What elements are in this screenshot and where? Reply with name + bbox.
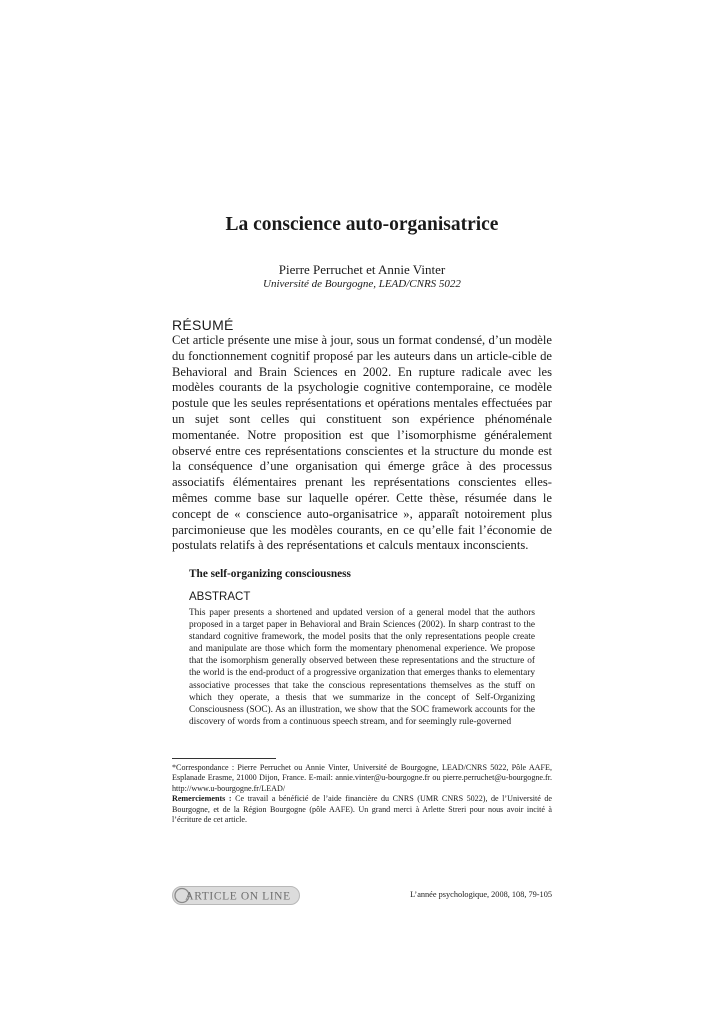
article-title: La conscience auto-organisatrice bbox=[225, 214, 499, 235]
acknowledgements-footnote bbox=[172, 794, 552, 825]
resume-body: Cet article présente une mise à jour, sous un format condensé, d’un modèle du fonctionnement cognitif proposé par les auteurs dans un article-cible de Behavioral and Brain Sciences en 2002. En rupture radicale avec les modèles courants de la psychologie cognitive contemporaine, ce modèle postule que les seules représentations et opérations mentales effectuées par un sujet sont celles qui constituent son expérience phénoménale momentanée. Notre proposition est que l’isomorphisme généralement observé entre ces représentations conscientes et la structure du monde est la conséquence d’une organisation qui émerge grâce à des processus associatifs élémentaires prenant les représentations conscientes elles-mêmes comme base sur laquelle opérer. Cette thèse, résumée dans le concept de « conscience auto-organisatrice », apparaît notoirement plus parcimonieuse que les modèles courants, en ce qu’elle fait l’économie de postulats relatifs à des représentations et calculs mentaux inconscients. bbox=[172, 333, 552, 553]
author-affiliation: Université de Bourgogne, LEAD/CNRS 5022 bbox=[263, 278, 461, 290]
acknowledgements-text: Ce travail a bénéficié de l’aide financière du CNRS (UMR CNRS 5022), de l’Université de Bourgogne, et de la Région Bourgogne (pôle AAFE). Un grand merci à Arlette Streri pour nous avoir incité à l’écriture de cet article. bbox=[172, 794, 552, 825]
abstract-heading: ABSTRACT bbox=[189, 591, 251, 603]
acknowledgements-label: Remerciements : bbox=[172, 794, 232, 804]
english-title: The self-organizing consciousness bbox=[189, 568, 351, 580]
footnote-divider bbox=[172, 758, 276, 759]
article-authors: Pierre Perruchet et Annie Vinter bbox=[278, 262, 446, 277]
abstract-body: This paper presents a shortened and updated version of a general model that the authors proposed in a target paper in Behavioral and Brain Sciences (2002). In sharp contrast to the standard cognitive framework, the model posits that the only representations people create and manipulate are those which form the momentary phenomenal experience. We propose that the isomorphism generally observed between these representations and the structure of the world is the end-product of a progressive organization that emerges thanks to elementary associative processes that take the conscious representations themselves as the stuff on which they operate, a thesis that we summarize in the concept of Self-Organizing Consciousness (SOC). As an illustration, we show that the SOC framework accounts for the discovery of words from a continuous speech stream, and for seemingly rule-governed bbox=[189, 608, 535, 727]
correspondence-footnote: *Correspondance : Pierre Perruchet ou Annie Vinter, Université de Bourgogne, LEAD/CNRS 5022, Pôle AAFE, Esplanade Erasme, 21000 Dijon, France. E-mail: annie.vinter@u-bourgogne.fr ou pierre.perruchet@u-bourgogne.fr. http://www.u-bourgogne.fr/LEAD/ bbox=[172, 763, 552, 793]
resume-heading: RÉSUMÉ bbox=[172, 317, 234, 333]
footnotes bbox=[172, 763, 552, 825]
logo-text: ARTICLE ON LINE bbox=[185, 890, 291, 903]
article-online-logo bbox=[172, 886, 300, 905]
journal-citation: L’année psychologique, 2008, 108, 79-105 bbox=[410, 890, 552, 899]
